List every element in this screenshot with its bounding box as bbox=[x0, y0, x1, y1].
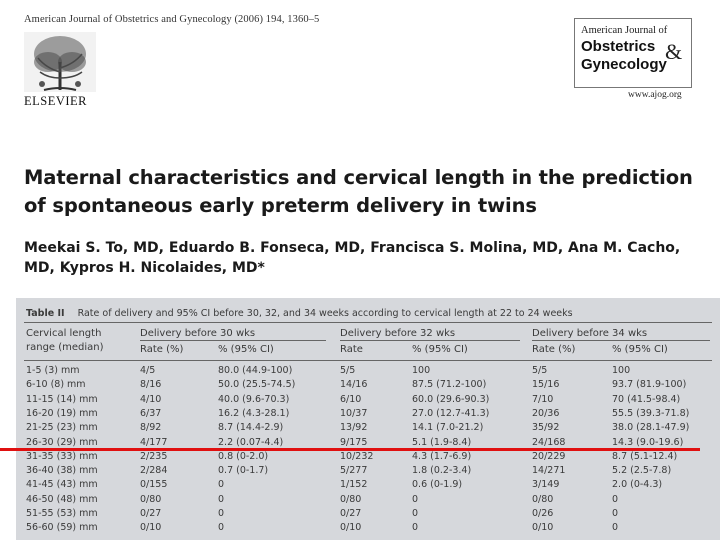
ci-30-cell: 0 bbox=[218, 479, 225, 491]
rate-30-cell: 0/10 bbox=[140, 522, 162, 534]
rate-32-cell: 0/27 bbox=[340, 508, 362, 519]
rate-30-cell: 4/5 bbox=[140, 365, 156, 376]
ci-34-cell: 0 bbox=[612, 508, 619, 519]
rate-32-cell: 10/232 bbox=[340, 450, 374, 462]
rate-32-cell: 5/277 bbox=[340, 465, 368, 477]
rate-34-cell: 15/16 bbox=[532, 379, 560, 391]
table-caption-text: Rate of delivery and 95% CI before 30, 32, and 34 weeks according to cervical length at 22 to 24 weeks bbox=[77, 308, 573, 319]
cervical-length-cell: 51-55 (53) mm bbox=[26, 508, 98, 519]
header-cervical-length: Cervical length bbox=[26, 328, 102, 339]
ci-34-cell: 0 bbox=[612, 522, 619, 534]
rate-30-cell: 0/80 bbox=[140, 493, 162, 505]
rate-34-cell: 5/5 bbox=[532, 365, 548, 376]
results-table bbox=[16, 298, 720, 540]
rate-32-cell: 5/5 bbox=[340, 365, 356, 376]
ci-30-cell: 0 bbox=[218, 508, 225, 519]
rate-34-cell: 20/36 bbox=[532, 407, 560, 419]
ci-34-cell: 5.2 (2.5-7.8) bbox=[612, 465, 672, 477]
subheader-rate-34: Rate (%) bbox=[532, 344, 576, 355]
rate-34-cell: 35/92 bbox=[532, 422, 560, 434]
table-label: Table II bbox=[26, 308, 65, 319]
cervical-length-cell: 36-40 (38) mm bbox=[26, 465, 98, 477]
rate-34-cell: 20/229 bbox=[532, 450, 566, 462]
ci-34-cell: 38.0 (28.1-47.9) bbox=[612, 422, 690, 434]
ci-34-cell: 14.3 (9.0-19.6) bbox=[612, 436, 684, 448]
ci-32-cell: 60.0 (29.6-90.3) bbox=[412, 393, 490, 405]
ci-32-cell: 0 bbox=[412, 522, 419, 534]
ci-32-cell: 4.3 (1.7-6.9) bbox=[412, 450, 472, 462]
group-rule-34wks bbox=[532, 340, 710, 341]
ci-34-cell: 8.7 (5.1-12.4) bbox=[612, 450, 678, 462]
ci-34-cell: 70 (41.5-98.4) bbox=[612, 393, 681, 405]
subheader-ci-32: % (95% CI) bbox=[412, 344, 468, 355]
group-rule-32wks bbox=[340, 340, 520, 341]
ci-32-cell: 14.1 (7.0-21.2) bbox=[412, 422, 484, 434]
rate-30-cell: 4/10 bbox=[140, 393, 162, 405]
cervical-length-cell: 46-50 (48) mm bbox=[26, 493, 98, 505]
ci-32-cell: 100 bbox=[412, 365, 431, 376]
rate-34-cell: 24/168 bbox=[532, 436, 566, 448]
cervical-length-cell: 11-15 (14) mm bbox=[26, 393, 98, 405]
rate-32-cell: 0/80 bbox=[340, 493, 362, 505]
journal-name-line3: Gynecology bbox=[581, 56, 667, 73]
ci-30-cell: 80.0 (44.9-100) bbox=[218, 365, 293, 376]
rate-34-cell: 0/10 bbox=[532, 522, 554, 534]
group-header-32wks: Delivery before 32 wks bbox=[340, 328, 456, 339]
subheader-rate-32: Rate bbox=[340, 344, 363, 355]
rate-30-cell: 0/27 bbox=[140, 508, 162, 519]
header-cervical-range: range (median) bbox=[26, 342, 104, 353]
rate-30-cell: 2/235 bbox=[140, 450, 168, 462]
subheader-ci-34: % (95% CI) bbox=[612, 344, 668, 355]
ci-30-cell: 50.0 (25.5-74.5) bbox=[218, 379, 296, 391]
ci-30-cell: 16.2 (4.3-28.1) bbox=[218, 407, 290, 419]
rate-32-cell: 1/152 bbox=[340, 479, 368, 491]
rate-30-cell: 8/16 bbox=[140, 379, 162, 391]
ci-30-cell: 40.0 (9.6-70.3) bbox=[218, 393, 290, 405]
ci-32-cell: 87.5 (71.2-100) bbox=[412, 379, 487, 391]
ci-30-cell: 0.7 (0-1.7) bbox=[218, 465, 269, 477]
rate-34-cell: 0/80 bbox=[532, 493, 554, 505]
ci-30-cell: 0.8 (0-2.0) bbox=[218, 450, 269, 462]
ci-30-cell: 2.2 (0.07-4.4) bbox=[218, 436, 284, 448]
rate-30-cell: 8/92 bbox=[140, 422, 162, 434]
rate-32-cell: 0/10 bbox=[340, 522, 362, 534]
group-rule-30wks bbox=[140, 340, 326, 341]
rate-32-cell: 13/92 bbox=[340, 422, 368, 434]
subheader-rate-30: Rate (%) bbox=[140, 344, 184, 355]
rate-34-cell: 7/10 bbox=[532, 393, 554, 405]
rate-32-cell: 14/16 bbox=[340, 379, 368, 391]
cervical-length-cell: 26-30 (29) mm bbox=[26, 436, 98, 448]
rate-30-cell: 4/177 bbox=[140, 436, 168, 448]
journal-logo-box bbox=[574, 18, 692, 88]
ci-32-cell: 0.6 (0-1.9) bbox=[412, 479, 463, 491]
article-authors: Meekai S. To, MD, Eduardo B. Fonseca, MD, Francisca S. Molina, MD, Ana M. Cacho, MD, Kypros H. Nicolaides, MD* bbox=[24, 240, 681, 276]
group-header-30wks: Delivery before 30 wks bbox=[140, 328, 256, 339]
ci-30-cell: 0 bbox=[218, 522, 225, 534]
cervical-length-cell: 1-5 (3) mm bbox=[26, 365, 80, 376]
ci-32-cell: 0 bbox=[412, 508, 419, 519]
rate-30-cell: 2/284 bbox=[140, 465, 168, 477]
rate-32-cell: 9/175 bbox=[340, 436, 368, 448]
rate-32-cell: 10/37 bbox=[340, 407, 368, 419]
journal-ampersand: & bbox=[665, 39, 683, 64]
ci-34-cell: 93.7 (81.9-100) bbox=[612, 379, 687, 391]
ci-34-cell: 55.5 (39.3-71.8) bbox=[612, 407, 690, 419]
journal-citation: American Journal of Obstetrics and Gynecology (2006) 194, 1360–5 bbox=[24, 14, 320, 25]
journal-name-line2: Obstetrics bbox=[581, 38, 656, 55]
table-top-rule bbox=[24, 322, 712, 323]
subheader-ci-30: % (95% CI) bbox=[218, 344, 274, 355]
rate-34-cell: 14/271 bbox=[532, 465, 566, 477]
rate-30-cell: 6/37 bbox=[140, 407, 162, 419]
ci-32-cell: 5.1 (1.9-8.4) bbox=[412, 436, 472, 448]
ci-32-cell: 27.0 (12.7-41.3) bbox=[412, 407, 490, 419]
ci-34-cell: 2.0 (0-4.3) bbox=[612, 479, 663, 491]
rate-32-cell: 6/10 bbox=[340, 393, 362, 405]
publisher-name: ELSEVIER bbox=[24, 94, 88, 108]
article-title: Maternal characteristics and cervical length in the prediction of spontaneous early preterm delivery in twins bbox=[24, 166, 693, 217]
ci-34-cell: 0 bbox=[612, 493, 619, 505]
group-header-34wks: Delivery before 34 wks bbox=[532, 328, 648, 339]
rate-34-cell: 0/26 bbox=[532, 508, 554, 519]
cervical-length-cell: 41-45 (43) mm bbox=[26, 479, 98, 491]
cervical-length-cell: 21-25 (23) mm bbox=[26, 422, 98, 434]
ci-30-cell: 0 bbox=[218, 493, 225, 505]
table-caption bbox=[26, 308, 573, 319]
ci-32-cell: 0 bbox=[412, 493, 419, 505]
cervical-length-cell: 56-60 (59) mm bbox=[26, 522, 98, 534]
journal-name-line1: American Journal of bbox=[581, 25, 668, 36]
rate-34-cell: 3/149 bbox=[532, 479, 560, 491]
cervical-length-cell: 6-10 (8) mm bbox=[26, 379, 86, 391]
journal-url: www.ajog.org bbox=[628, 90, 682, 100]
cervical-length-cell: 16-20 (19) mm bbox=[26, 407, 98, 419]
ci-32-cell: 1.8 (0.2-3.4) bbox=[412, 465, 472, 477]
table-header-rule bbox=[24, 360, 712, 361]
ci-34-cell: 100 bbox=[612, 365, 631, 376]
rate-30-cell: 0/155 bbox=[140, 479, 168, 491]
ci-30-cell: 8.7 (14.4-2.9) bbox=[218, 422, 284, 434]
highlight-red-line bbox=[0, 448, 700, 451]
cervical-length-cell: 31-35 (33) mm bbox=[26, 450, 98, 462]
